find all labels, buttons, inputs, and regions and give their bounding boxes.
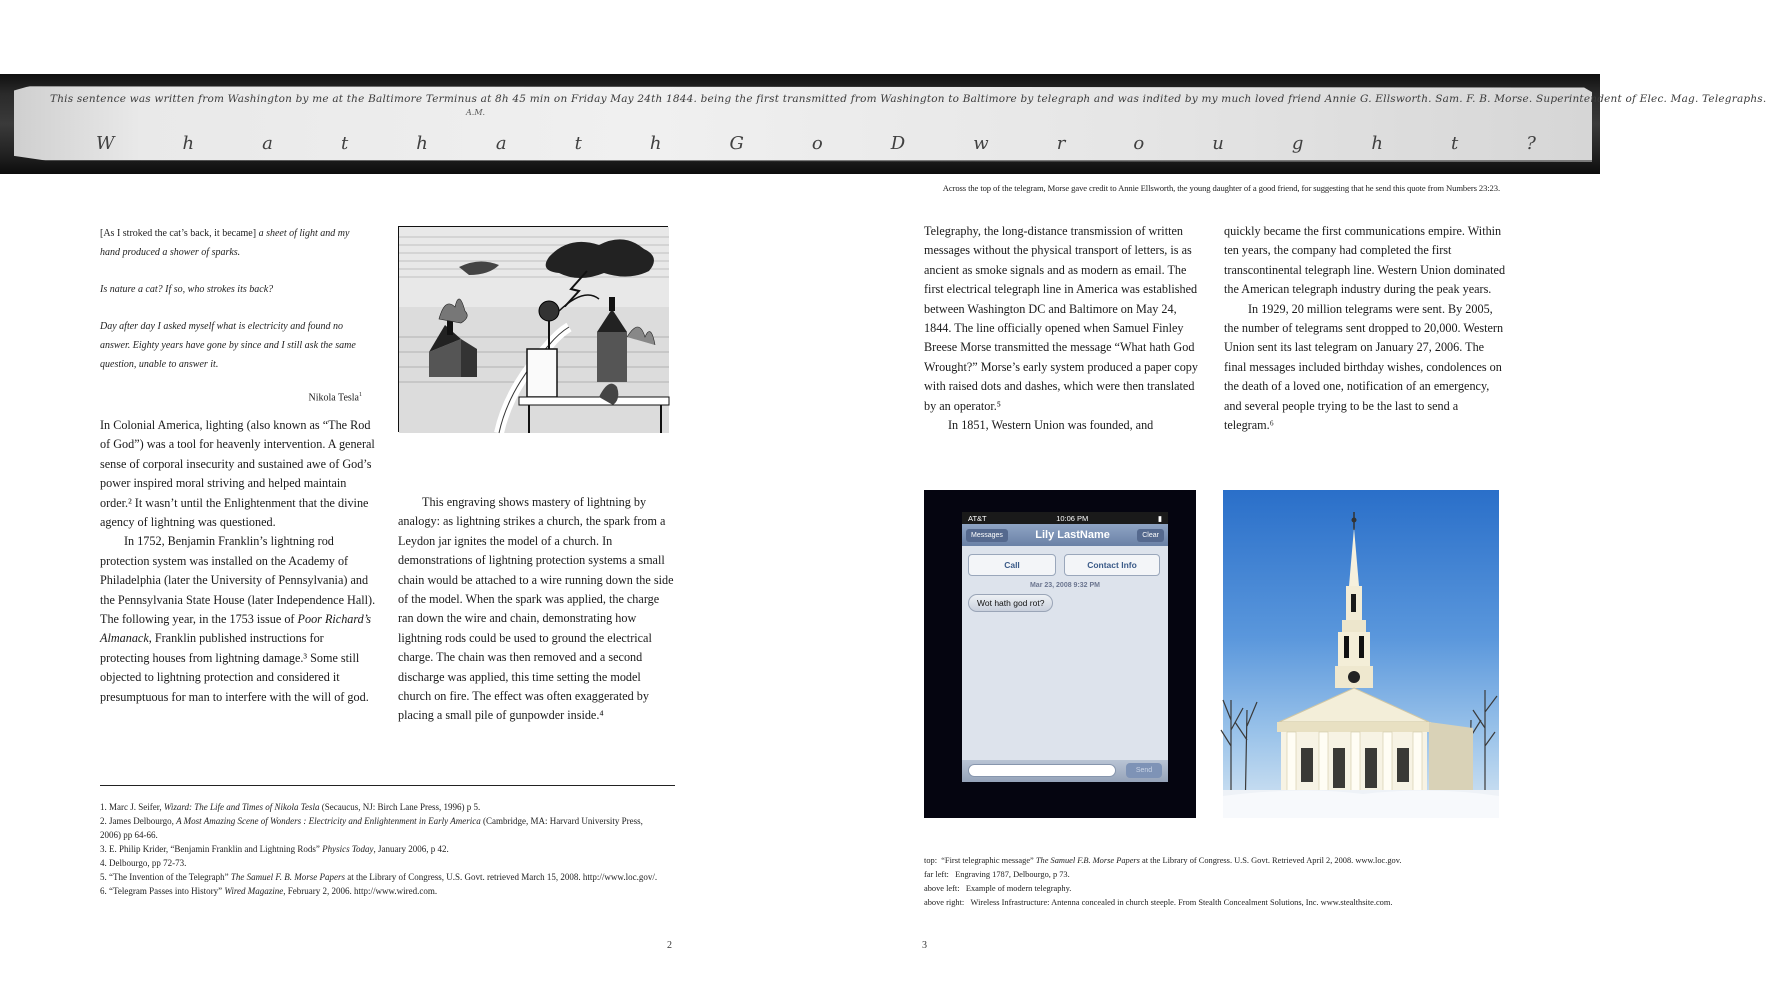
paragraph: In 1929, 20 million telegrams were sent. By 2005, the number of telegrams sent dropped to 20,000. Western Union sent its last telegram on January 27, 2006. The final messages included birthday wishes, condolences on the death of a loved one, notification of an emergency, and several people trying to be the last to send a telegram.⁶ [1224,301,1504,433]
footnote-text: (Secaucus, NJ: Birch Lane Press, 1996) p 5. [319,802,481,812]
footnote-text: , February 2, 2006. http://www.wired.com. [283,886,438,896]
phone-compose-field [968,764,1116,777]
footnote-text: (Cambridge, MA: Harvard University Press, 2006) pp 64-66. [100,816,643,840]
footnote-title: Physics Today [322,844,374,854]
footnote [100,814,660,842]
footnotes [100,800,660,898]
church-lightning-engraving [398,226,668,432]
paragraph [100,532,376,707]
photo-caption [924,868,1524,882]
engraving-description: This engraving shows mastery of lightning by analogy: as lightning strikes a church, the spark from a Leydon jar ignites the model of a church. In demonstrations of lightning protection systems a small chain would be attached to a wire running down the side of the model. When the spark was applied, the charge ran down the wire and chain, demonstrating how lightning rods could be used to ground the electrical charge. The chain was then removed and a second discharge was applied, this time setting the model church on fire. The effect was often exaggerated by placing a small pile of gunpowder inside.⁴ [398,495,674,723]
telegram-letter: a [262,132,273,154]
footnote-title: Wired Magazine [224,886,284,896]
telegram-letter: G [729,132,744,154]
telegram-letter: t [340,132,349,154]
phone-send-button: Send [1126,763,1162,778]
footnote-title: A Most Amazing Scene of Wonders : Electricity and Enlightenment in Early America [176,816,481,826]
epigraph-line: Day after day I asked myself what is electricity and found no answer. Eighty years have gone by since and I still ask the same question, unable to answer it. [100,321,356,370]
telegram-letter: a [495,132,507,154]
paragraph: In Colonial America, lighting (also known as “The Rod of God”) was a tool for heavenly intervention. A general sense of corporal insecurity and sustained awe of God’s power inspired moral striving and helped maintain order.² It wasn’t until the Enlightenment that the divine agency of lightning was questioned. [100,418,375,530]
footnote [100,856,660,870]
footnote-text: 1. Marc J. Seifer, [100,802,164,812]
phone-status-bar [962,512,1168,524]
phone-call-button: Call [968,554,1056,576]
telegram-letter: o [811,132,823,154]
caption-text: Wireless Infrastructure: Antenna concealed in church steeple. From Stealth Concealment Solutions, Inc. www.stealthsite.com. [970,898,1393,907]
caption-label: above right: [924,898,965,907]
paragraph-text: In 1752, Benjamin Franklin’s lightning rod protection system was installed on the Academy of Philadelphia (later the University of Pennsylvania) and the Pennsylvania State House (later Independence Hall). The following year, in the 1753 issue of [100,534,376,627]
telegram-handwritten-line: This sentence was written from Washington by me at the Baltimore Terminus at 8h 45 min on Friday May 24th 1844. being the first transmitted from Washington to Baltimore by telegraph and was indited by my much loved friend Annie G. Ellsworth. Sam. F. B. Morse. Superintendent of Elec. Mag. Telegraphs. [50,93,1766,105]
telegram-letter: t [1451,132,1459,154]
footnote-text: 3. E. Philip Krider, “Benjamin Franklin and Lightning Rods” [100,844,323,854]
paragraph: quickly became the first communications empire. Within ten years, the company had completed the first transcontinental telegraph line. Western Union dominated the American telegraph industry during the peak years. [1224,224,1506,297]
telegram-message-letters [96,130,1536,156]
footnote-text: , January 2006, p 42. [373,844,449,854]
page-number-right: 3 [922,940,927,951]
caption-label: above left: [924,884,960,893]
photo-captions [924,854,1524,910]
tesla-epigraph [100,224,362,407]
telegram-letter: g [1291,132,1304,154]
phone-message-bubble: Wot hath god rot? [968,594,1053,612]
page-number-left: 2 [667,940,672,951]
phone-messages-back-button: Messages [966,529,1008,542]
paragraph: Telegraphy, the long-distance transmission of written messages without the physical transport of letters, is as ancient as smoke signals and as modern as email. The first electrical telegraph line in America was established between Washington DC and Baltimore on May 24, 1844. The line officially opened when Samuel Finley Breese Morse transmitted the message “What hath God Wrought?” Morse’s early system produced a paper copy with raised dots and dashes, which were then translated by an operator.⁵ [924,224,1198,413]
epigraph-bracket-text: [As I stroked the cat’s back, it became] [100,228,259,239]
telegram-letter: t [574,132,582,154]
almanack-title: Poor Richard’s Almanack [100,612,371,646]
telegram-letter: u [1212,132,1224,154]
phone-screen [962,512,1168,782]
telegram-letter: w [973,132,989,154]
epigraph-attribution [100,386,362,407]
caption-title: The Samuel F.B. Morse Papers [1035,856,1140,865]
telegram-letter: W [96,132,115,154]
caption-text: “First telegraphic message” [941,856,1036,865]
attribution-name: Nikola Tesla [308,392,359,404]
caption-text: Example of modern telegraphy. [965,884,1072,893]
church-steeple-photo [1223,490,1499,818]
photo-caption [924,882,1524,896]
telegram-letter: ? [1526,132,1536,154]
left-page-column-2 [398,493,676,726]
phone-nav-bar [962,524,1168,546]
telegram-am-mark: A.M. [466,108,486,117]
telegram-letter: D [890,132,906,154]
footnote [100,884,660,898]
telegram-letter: o [1133,132,1145,154]
caption-text: at the Library of Congress. U.S. Govt. Retrieved April 2, 2008. www.loc.gov. [1139,856,1402,865]
epigraph-line [100,224,362,262]
photo-caption [924,896,1524,910]
telegram-caption: Across the top of the telegram, Morse gave credit to Annie Ellsworth, the young daughter of a good friend, for suggesting that he send this quote from Numbers 23:23. [942,183,1500,193]
phone-contact-info-button: Contact Info [1064,554,1160,576]
footnote-text: 6. “Telegram Passes into History” [100,886,225,896]
phone-contact-name: Lily LastName [1035,529,1110,541]
attribution-footnote-marker: 1 [359,392,362,398]
telegram-letter: h [182,132,195,154]
telegram-letter: h [649,132,662,154]
telegram-letter: h [1371,132,1383,154]
right-page-column-2 [1224,222,1506,435]
church-illustration [1223,490,1499,818]
phone-compose-bar [962,760,1168,782]
paragraph-text: , Franklin published instructions for protecting houses from lightning damage.³ Some still objected to lightning protection and considered it presumptuous for man to interfere with the will of god. [100,631,369,704]
telegram-letter: h [416,132,428,154]
phone-time: 10:06 PM [1056,513,1089,523]
epigraph-quote-text: a sheet of light and my hand produced a shower of sparks. [100,228,350,258]
footnote-text: 4. Delbourgo, pp 72-73. [100,858,187,868]
footnote-text: 2. James Delbourgo, [100,816,177,826]
photo-caption [924,854,1524,868]
phone-carrier: AT&T [968,513,987,523]
footnote-text: at the Library of Congress, U.S. Govt. retrieved March 15, 2008. http://www.loc.gov/. [344,872,658,882]
footnote-divider [100,785,675,786]
phone-clear-button: Clear [1137,529,1164,542]
phone-message-date: Mar 23, 2008 9:32 PM [1029,582,1101,589]
caption-label: far left: [924,870,949,879]
paragraph: In 1851, Western Union was founded, and [948,418,1154,433]
footnote [100,800,660,814]
footnote [100,870,660,884]
phone-text-message-photo [924,490,1196,818]
epigraph-line: Is nature a cat? If so, who strokes its back? [100,284,274,295]
caption-label: top: [924,856,938,865]
footnote [100,842,660,856]
right-page-column-1 [924,222,1206,435]
engraving-illustration [399,227,669,433]
left-page-column-1 [100,416,376,707]
footnote-text: 5. “The Invention of the Telegraph” [100,872,231,882]
telegram-letter: r [1056,132,1066,154]
footnote-title: The Samuel F. B. Morse Papers [230,872,345,882]
footnote-title: Wizard: The Life and Times of Nikola Tesla [163,802,320,812]
caption-text: Engraving 1787, Delbourgo, p 73. [955,870,1070,879]
battery-icon: ▮ [1157,513,1162,523]
